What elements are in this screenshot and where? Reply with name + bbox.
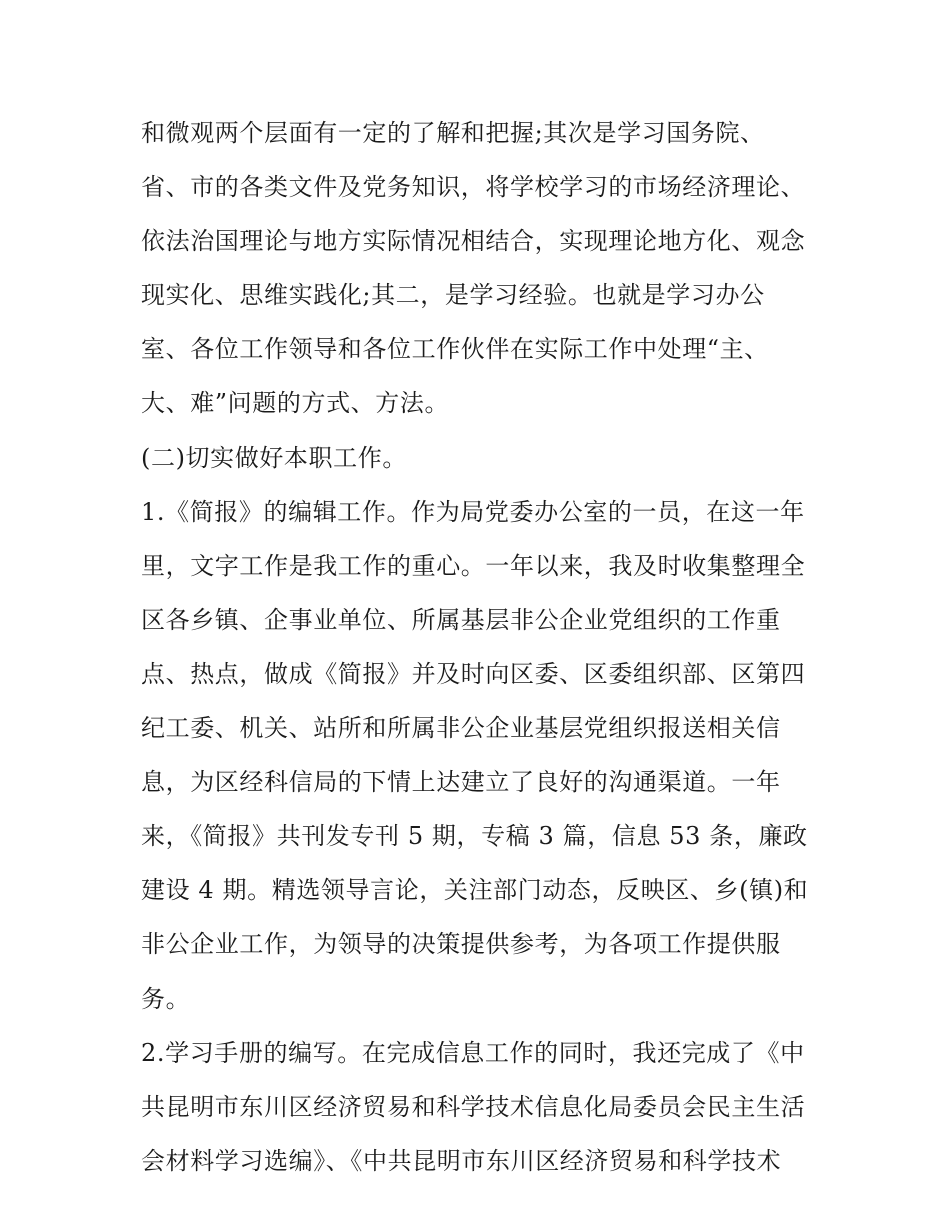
text-line: 共昆明市东川区经济贸易和科学技术信息化局委员会民主生活	[141, 1092, 806, 1121]
text-line: 依法治国理论与地方实际情况相结合，实现理论地方化、观念	[141, 227, 806, 256]
text-line: 纪工委、机关、站所和所属非公企业基层党组织报送相关信	[141, 714, 781, 743]
text-line: 会材料学习选编》、《中共昆明市东川区经济贸易和科学技术	[141, 1146, 782, 1175]
text-line: 点、热点，做成《简报》并及时向区委、区委组织部、区第四	[141, 659, 806, 688]
body-text	[141, 106, 821, 1188]
text-line: 室、各位工作领导和各位工作伙伴在实际工作中处理“主、	[141, 335, 769, 364]
text-line: 来，《简报》共刊发专刊 5 期，专稿 3 篇，信息 53 条，廉政	[141, 822, 808, 851]
text-line: 息，为区经科信局的下情上达建立了良好的沟通渠道。一年	[141, 768, 781, 797]
text-line: 务。	[141, 984, 191, 1013]
section-heading: (二)切实做好本职工作。	[141, 443, 407, 472]
text-line: 建设 4 期。精选领导言论，关注部门动态，反映区、乡(镇)和	[141, 876, 809, 905]
text-line: 区各乡镇、企事业单位、所属基层非公企业党组织的工作重	[141, 605, 781, 634]
text-line: 大、难”问题的方式、方法。	[141, 389, 450, 418]
text-line: 和微观两个层面有一定的了解和把握;其次是学习国务院、	[141, 119, 765, 147]
text-line: 2.学习手册的编写。在完成信息工作的同时，我还完成了《中	[141, 1038, 805, 1067]
text-line: 现实化、思维实践化;其二，是学习经验。也就是学习办公	[141, 281, 765, 310]
text-line: 里，文字工作是我工作的重心。一年以来，我及时收集整理全	[141, 551, 806, 580]
text-line: 非公企业工作，为领导的决策提供参考，为各项工作提供服	[141, 930, 781, 959]
text-line: 1.《简报》的编辑工作。作为局党委办公室的一员，在这一年	[141, 497, 805, 526]
text-line: 省、市的各类文件及党务知识，将学校学习的市场经济理论、	[141, 173, 806, 202]
